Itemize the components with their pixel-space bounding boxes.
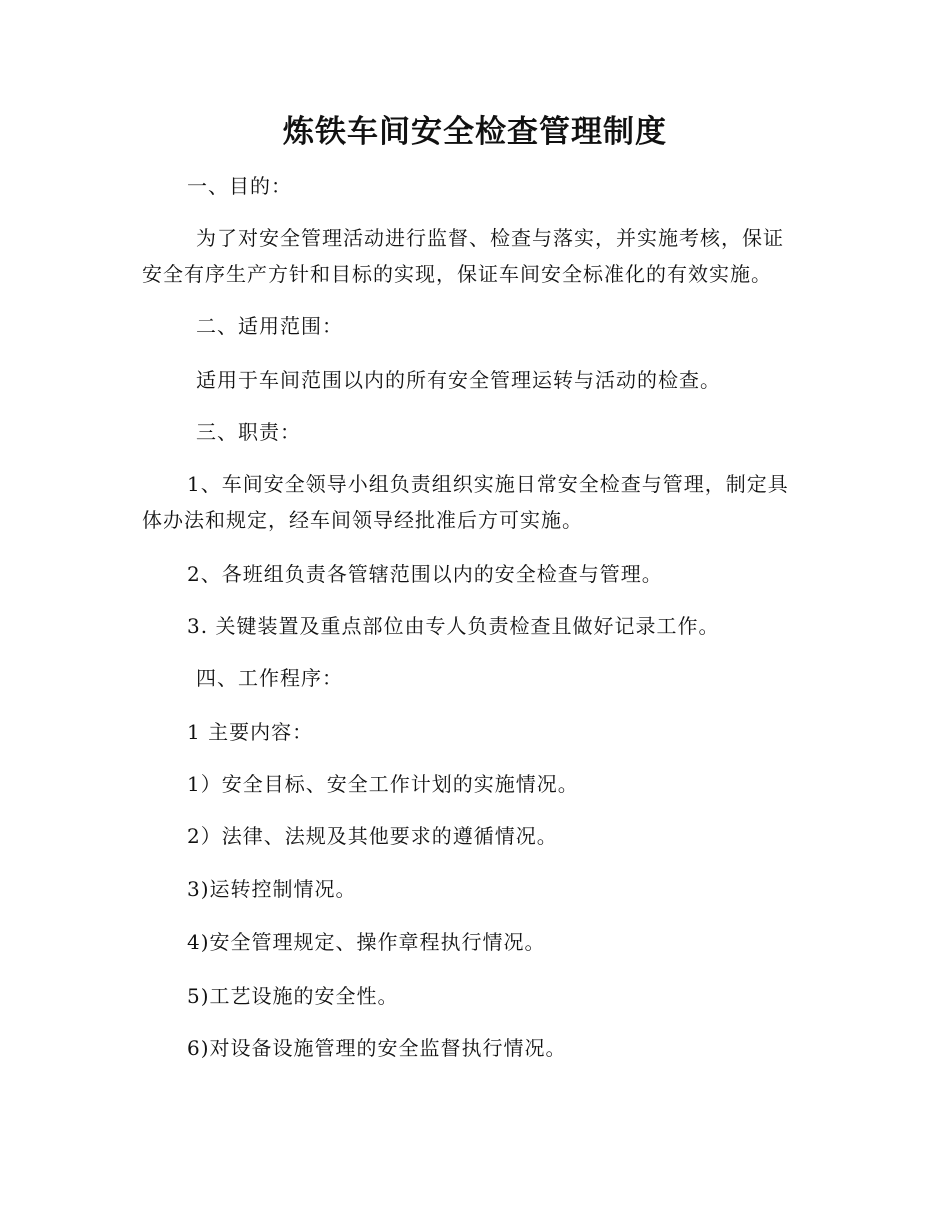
subheading-main-content: 1 主要内容： [187, 720, 314, 744]
section-heading-duties: 三、职责： [196, 420, 301, 444]
list-item: 1）安全目标、安全工作计划的实施情况。 [187, 772, 579, 796]
list-item: 2）法律、法规及其他要求的遵循情况。 [187, 824, 558, 848]
section-heading-scope: 二、适用范围： [196, 314, 343, 338]
document-title: 炼铁车间安全检查管理制度 [283, 114, 667, 150]
paragraph-line: 体办法和规定，经车间领导经批准后方可实施。 [142, 508, 583, 532]
paragraph-line: 为了对安全管理活动进行监督、检查与落实，并实施考核，保证 [196, 226, 784, 250]
section-heading-purpose: 一、目的： [187, 174, 292, 198]
paragraph-line: 安全有序生产方针和目标的实现，保证车间安全标准化的有效实施。 [142, 262, 772, 286]
paragraph-line: 2、各班组负责各管辖范围以内的安全检查与管理。 [187, 562, 663, 586]
paragraph-line: 3. 关键装置及重点部位由专人负责检查且做好记录工作。 [187, 614, 720, 638]
paragraph-line: 1、车间安全领导小组负责组织实施日常安全检查与管理，制定具 [187, 472, 789, 496]
paragraph-line: 适用于车间范围以内的所有安全管理运转与活动的检查。 [196, 368, 721, 392]
list-item: 5)工艺设施的安全性。 [187, 984, 399, 1008]
list-item: 6)对设备设施管理的安全监督执行情况。 [187, 1036, 567, 1060]
list-item: 3)运转控制情况。 [187, 877, 357, 901]
section-heading-procedure: 四、工作程序： [196, 666, 343, 690]
list-item: 4)安全管理规定、操作章程执行情况。 [187, 930, 546, 954]
